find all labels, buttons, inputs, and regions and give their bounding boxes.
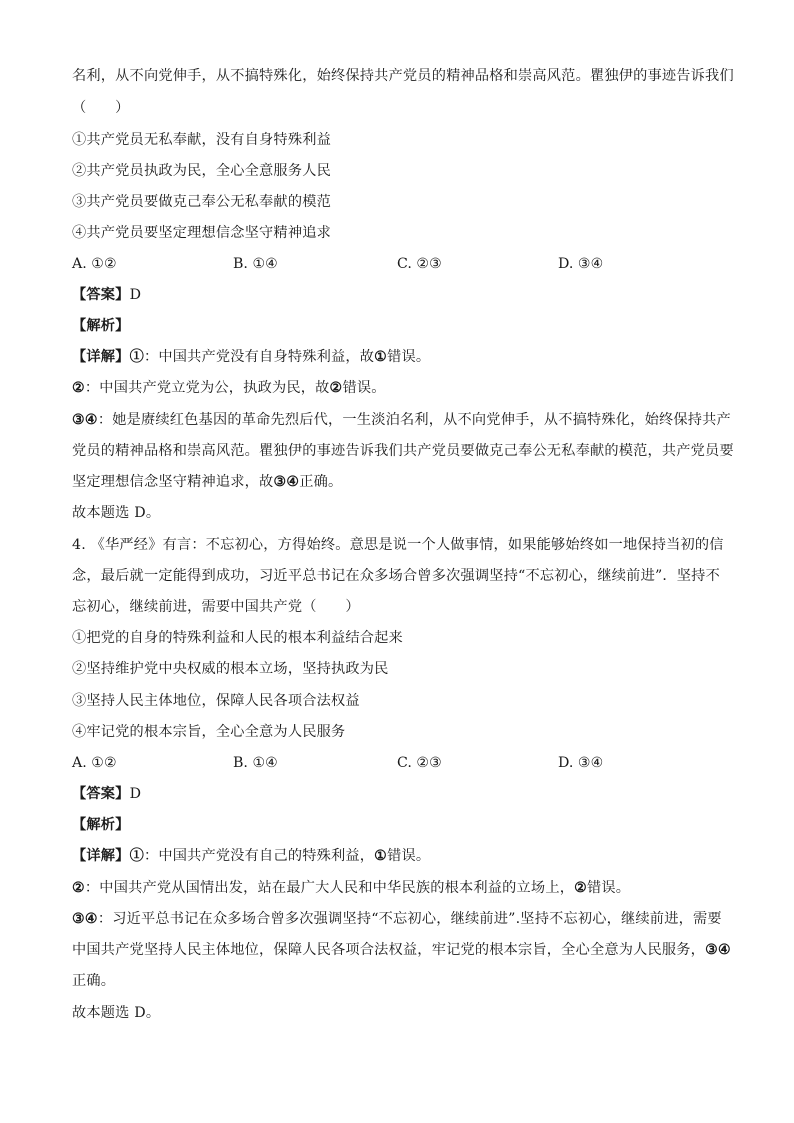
- q4-detail-3: [72, 909, 724, 929]
- q4-stem-line-3: 忘初心，继续前进，需要中国共产党（ ）: [72, 599, 360, 615]
- detail-text: ：中国共产党立党为公，执政为民，故: [84, 380, 330, 396]
- analysis-tag: 【解析】: [72, 817, 130, 833]
- answer-value: D: [129, 287, 142, 303]
- q3-option-a: A. ①②: [72, 256, 117, 272]
- detail-text: ：习近平总书记在众多场合曾多次强调坚持“不忘初心，继续前进”.坚持不忘初心，继续前进，需要: [97, 911, 722, 927]
- detail-mark: ①: [374, 349, 388, 365]
- q4-stem-line-2: 念，最后就一定能得到成功，习近平总书记在众多场合曾多次强调坚持“不忘初心，继续前进”．坚持不: [72, 568, 720, 584]
- detail-mark: ①: [129, 349, 144, 365]
- q3-option-b: B. ①④: [233, 256, 278, 272]
- answer-tag: 【答案】: [72, 786, 130, 802]
- q3-conclusion: 故本题选 D。: [72, 505, 161, 521]
- detail-text: 错误。: [387, 349, 431, 365]
- detail-mark: ①: [374, 848, 388, 864]
- q4-option-b: B. ①④: [233, 755, 278, 771]
- detail-text: 错误。: [587, 880, 631, 896]
- q4-option-c: C. ②③: [397, 755, 442, 771]
- detail-text: 错误。: [342, 380, 386, 396]
- detail-text: 中国共产党坚持人民主体地位，保障人民各项合法权益，牢记党的根本宗旨，全心全意为人民服务，: [72, 942, 706, 958]
- q3-statement-3: ③共产党员要做克己奉公无私奉献的模范: [72, 194, 331, 210]
- detail-text: ：中国共产党没有自己的特殊利益，: [143, 848, 375, 864]
- q4-detail-1: [72, 846, 724, 866]
- q4-stem-line-1: 4. 《华严经》有言：不忘初心，方得始终。意思是说一个人做事情，如果能够始终如一地保持当初的信: [72, 537, 724, 553]
- q3-detail-3: [72, 410, 731, 430]
- answer-tag: 【答案】: [72, 287, 130, 303]
- q4-detail-2: [72, 878, 724, 898]
- q4-statement-4: ④牢记党的根本宗旨，全心全意为人民服务: [72, 724, 346, 740]
- q3-detail-3-cont: 党员的精神品格和崇高风范。瞿独伊的事迹告诉我们共产党员要做克己奉公无私奉献的模范，共产党员要: [72, 443, 734, 459]
- analysis-tag: 【解析】: [72, 318, 130, 334]
- q4-statement-3: ③坚持人民主体地位，保障人民各项合法权益: [72, 693, 360, 709]
- detail-text: ：中国共产党从国情出发，站在最广大人民和中华民族的根本利益的立场上，: [84, 880, 575, 896]
- q3-option-d: D. ③④: [558, 256, 604, 272]
- q3-answer: [72, 285, 724, 305]
- detail-mark: ③④: [273, 474, 300, 490]
- q3-analysis-tag: [72, 316, 724, 336]
- q4-option-d: D. ③④: [558, 755, 604, 771]
- q4-conclusion: 故本题选 D。: [72, 1005, 161, 1021]
- detail-tag: 【详解】: [72, 848, 130, 864]
- q4-option-a: A. ①②: [72, 755, 117, 771]
- detail-mark: ②: [72, 380, 85, 396]
- q4-statement-1: ①把党的自身的特殊利益和人民的根本利益结合起来: [72, 630, 403, 646]
- q3-statement-1: ①共产党员无私奉献，没有自身特殊利益: [72, 132, 331, 148]
- detail-text: ：她是赓续红色基因的革命先烈后代，一生淡泊名利，从不向党伸手，从不搞特殊化，始终保持共产: [97, 412, 731, 428]
- detail-mark: ③④: [705, 942, 731, 958]
- q3-detail-1: [72, 347, 724, 367]
- q4-statement-2: ②坚持维护党中央权威的根本立场，坚持执政为民: [72, 661, 389, 677]
- q3-detail-3-end: [72, 472, 724, 492]
- detail-text: 正确。: [299, 474, 343, 490]
- answer-value: D: [129, 786, 142, 802]
- q3-detail-2: [72, 378, 724, 398]
- detail-text: ：中国共产党没有自身特殊利益，故: [143, 349, 375, 365]
- detail-text: 坚定理想信念坚守精神追求，故: [72, 474, 274, 490]
- q4-detail-3-end: 正确。: [72, 973, 116, 989]
- q3-statement-2: ②共产党员执政为民，全心全意服务人民: [72, 163, 331, 179]
- detail-text: 错误。: [387, 848, 431, 864]
- detail-mark: ②: [72, 880, 85, 896]
- detail-mark: ②: [574, 880, 588, 896]
- detail-mark: ②: [329, 380, 343, 396]
- q4-analysis-tag: [72, 815, 724, 835]
- q3-options: [72, 254, 732, 274]
- detail-mark: ③④: [72, 412, 98, 428]
- detail-mark: ①: [129, 848, 144, 864]
- q3-stem-bracket: （ ）: [72, 100, 130, 116]
- detail-mark: ③④: [72, 911, 98, 927]
- detail-tag: 【详解】: [72, 349, 130, 365]
- q4-answer: [72, 784, 724, 804]
- q3-statement-4: ④共产党员要坚定理想信念坚守精神追求: [72, 225, 331, 241]
- q3-stem-line: 名利，从不向党伸手，从不搞特殊化，始终保持共产党员的精神品格和崇高风范。瞿独伊的事迹告诉我们: [72, 68, 734, 84]
- q4-detail-3-cont: [72, 940, 731, 960]
- q4-options: [72, 753, 732, 773]
- q3-option-c: C. ②③: [397, 256, 442, 272]
